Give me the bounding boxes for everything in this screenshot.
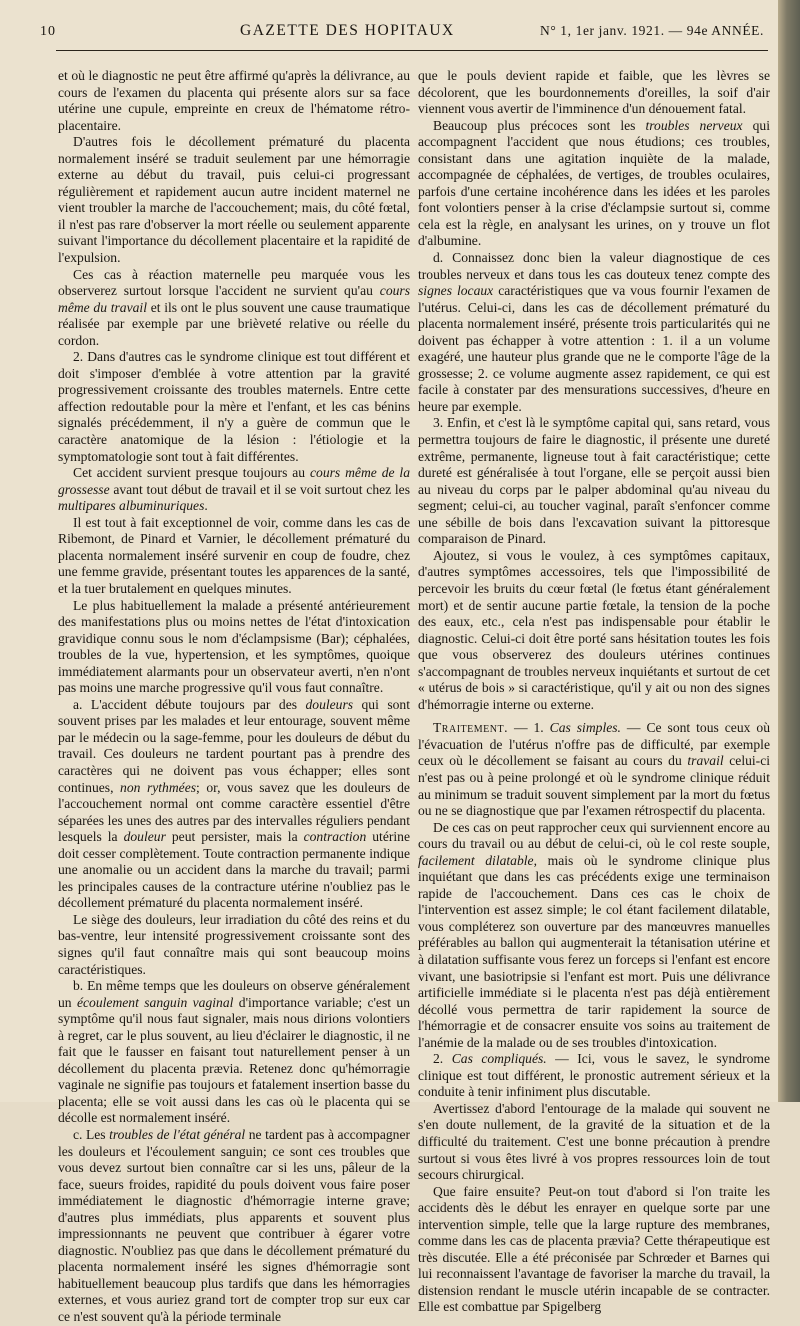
left-column [58,68,411,1325]
paragraph: d. Connaissez donc bien la valeur diagnostique de ces troubles nerveux et dans tous les cas douteux tenez compte des signes locaux caractéristiques que va vous fournir l'examen de l'utérus. Celui-ci, dans les cas de décollement prématuré du placenta normalement inséré, présente trois particularités qui ne doivent pas échapper à votre attention : 1. il a un volume exagéré, une hauteur plus grande que ne le comporte l'âge de la grossesse; 2. ce volume augmente assez rapidement, ce qui est facile à constater par des mensurations successives, d'heure en heure par exemple. [418,250,770,414]
header-rule [56,50,768,51]
issue-info: N° 1, 1er janv. 1921. — 94e ANNÉE. [539,23,764,38]
paragraph: Cet accident survient presque toujours au cours même de la grossesse avant tout début de travail et il se voit surtout chez les multipares albuminuriques. [58,465,410,514]
page-header [40,22,772,44]
paragraph: Le siège des douleurs, leur irradiation du côté des reins et du bas-ventre, leur intensité progressivement croissante sont des signes qu'il faut connaître mais qui sont beaucoup moins caractéristiques. [58,911,410,977]
paragraph: Avertissez d'abord l'entourage de la malade qui souvent ne s'en doute nullement, de la gravité de la situation et de la difficulté du traitement. C'est une bonne précaution à prendre surtout si vous êtes livré à vos propres ressources loin de tout secours chirurgical. [418,1100,770,1183]
paragraph: Ajoutez, si vous le voulez, à ces symptômes capitaux, d'autres symptômes accessoires, tels que l'impossibilité de percevoir les bruits du cœur fœtal (le fœtus étant généralement mort) et de sentir aucune partie fœtale, la tension de la poche des eaux, etc., cela n'est pas indispensable pour établir le diagnostic. Celui-ci doit être porté sans hésitation toutes les fois que vous observerez des douleurs utérines continues s'accompagnant de troubles nerveux inquiétants et surtout de cet « utérus de bois » si caractéristique, qu'il y ait ou non des signes d'hémorragie interne ou externe. [418,547,770,712]
paragraph: b. En même temps que les douleurs on observe généralement un écoulement sanguin vaginal d'importance variable; c'est un symptôme qu'il nous faut signaler, mais nous dirions volontiers à regret, car le plus souvent, au lieu d'éclairer le diagnostic, il ne fait que le fausser en faisant tout naturellement penser à un décollement du placenta prævia. Retenez donc qu'hémorragie vaginale ne signifie pas toujours et fatalement insertion basse du placenta; elle se voit aussi dans les cas où le placenta qui se décolle est normalement inséré. [58,978,410,1126]
paragraph: Beaucoup plus précoces sont les troubles nerveux qui accompagnent l'accident que nous étudions; ces troubles, consistant dans une agitation inquiète de la malade, accompagnée de céphalées, de vertiges, de troubles oculaires, parfois d'une certaine incohérence dans les idées et les paroles font volontiers penser à la crise d'éclampsie surtout si, comme cela est la règle, en analysant les urines, on y trouve un flot d'albumine. [418,117,770,249]
paragraph: c. Les troubles de l'état général ne tardent pas à accompagner les douleurs et l'écoulement sanguin; ce sont ces troubles que vous devez surtout bien connaître car si les uns, pâleur de la face, sueurs froides, rapidité du pouls doivent vous faire poser immédiatement le diagnostic d'hémorragie interne grave; d'autres plus immédiats, plus apparents et souvent plus impressionnants ne peuvent que contribuer à égarer votre diagnostic. N'oubliez pas que dans le décollement prématuré du placenta normalement inséré les signes d'hémorragie sont habituellement beaucoup plus tardifs que dans les hémorragies externes, et vous auriez grand tort de compter trop sur eux car ce n'est souvent qu'à la période terminale [58,1127,411,1325]
paragraph: 2. Cas compliqués. — Ici, vous le savez, le syndrome clinique est tout différent, le pronostic autrement sérieux et la conduite à tenir infiniment plus discutable. [418,1051,770,1100]
paragraph: Que faire ensuite? Peut-on tout d'abord si l'on traite les accidents dès le début les enrayer en quelque sorte par une intervention simple, telle que la large rupture des membranes, comme dans les cas de placenta prævia? Cette thérapeutique est très discutée. Elle a été préconisée par Schrœder et Barnes qui lui reconnaissent l'avantage de favoriser la marche du travail, la distension rendant le muscle utérin incapable de se contracter. Elle est combattue par Spigelberg [418,1183,770,1315]
page-number: 10 [40,24,56,39]
paragraph: Le plus habituellement la malade a présenté antérieurement des manifestations plus ou moins nettes de l'état d'intoxication gravidique connu sous le nom d'éclampsisme (Bar); céphalées, troubles de la vue, hypertension, et les symptômes, quoique immédiatement alarmants pour un observateur averti, n'en n'ont pas moins une marche progressive qu'il vous faut connaître. [58,597,410,696]
paragraph: que le pouls devient rapide et faible, que les lèvres se décolorent, que les bourdonnements d'oreilles, la soif d'air viennent vous avertir de l'imminence d'un dénouement fatal. [418,68,770,117]
scan-edge [778,0,800,1102]
paragraph: Ces cas à réaction maternelle peu marquée vous les observerez surtout lorsque l'accident ne survient qu'au cours même du travail et ils ont le plus souvent une cause traumatique réalisée par exemple par une brièveté relative ou réelle du cordon. [58,266,410,348]
section-treatment: Traitement. — 1. Cas simples. — Ce sont tous ceux où l'évacuation de l'utérus n'offre pas de difficulté, par exemple ceux où le décollement se faisant au cours du travail celui-ci n'est pas ou à peine prolongé et où le syndrome clinique réduit au minimum se traduit souvent simplement par la mort du fœtus ou ne se diagnostique que par l'examen rétrospectif du placenta. [418,720,771,819]
right-column [418,68,771,1315]
paragraph: 2. Dans d'autres cas le syndrome clinique est tout différent et doit s'imposer d'emblée à votre attention par la gravité progressivement croissante des troubles maternels. Entre cette affection redoutable pour la mère et l'enfant, et les cas bénins signalés précédemment, il n'y a guère de commun que le caractère anatomique de la lésion : l'étiologie et la symptomatologie sont tout à fait différentes. [58,349,410,464]
paragraph: et où le diagnostic ne peut être affirmé qu'après la délivrance, au cours de l'examen du placenta qui présente alors sur sa face utérine une cupule, empreinte en creux de l'hématome rétro-placentaire. [58,68,410,133]
paragraph: De ces cas on peut rapprocher ceux qui surviennent encore au cours du travail ou au début de celui-ci, où le col reste souple, facilement dilatable, mais où le syndrome clinique plus inquiétant que dans les cas précédents exige une terminaison rapide de l'accouchement. Dans ces cas le choix de l'intervention est assez simple; le col étant facilement dilatable, vous compléterez son ouverture par des manœuvres manuelles préférables au ballon qui augmenterait la tétanisation utérine et à dilatation suffisante vous ferez un forceps si l'enfant est encore vivant, une basiotripsie si l'enfant est mort. Puis une délivrance artificielle immédiate si le placenta n'est pas déjà entièrement décollé vous permettra de tarir rapidement la source de l'hémorragie et de consacrer ensuite vos soins au traitement de l'anémie de la malade ou de ses troubles d'intoxication. [418,819,770,1050]
paragraph: 3. Enfin, et c'est là le symptôme capital qui, sans retard, vous permettra toujours de faire le diagnostic, il présente une dureté extrême, permanente, ligneuse tout à fait caractéristique; cette dureté est généralisée à tout l'organe, elle se perçoit aussi bien au niveau du corps par le palper abdominal qu'au niveau du segment; celui-ci, au toucher vaginal, paraît s'enfoncer comme une sébille de bois dans l'excavation suivant la pittoresque comparaison de Pinard. [418,415,770,547]
paragraph: Il est tout à fait exceptionnel de voir, comme dans les cas de Ribemont, de Pinard et Varnier, le décollement prématuré du placenta normalement inséré survenir en coup de foudre, chez une femme gravide, présentant toutes les apparences de la santé, et la tuer brutalement en quelques minutes. [58,514,410,596]
paragraph: D'autres fois le décollement prématuré du placenta normalement inséré se traduit seulement par une hémorragie externe au début du travail, puis celui-ci progressant régulièrement et rapidement aucun autre incident maternel ne vient troubler la marche de l'accouchement; mais, du côté fœtal, il n'est pas rare d'observer la mort réelle ou seulement apparente suivant l'importance du décollement placentaire et la rapidité de l'expulsion. [58,134,410,266]
section-heading: Traitement. [433,720,508,736]
journal-title: GAZETTE DES HOPITAUX [240,22,455,39]
paragraph: a. L'accident débute toujours par des douleurs qui sont souvent prises par les malades et leur entourage, souvent même par le médecin ou la sage-femme, pour les douleurs de début du travail. Ces douleurs ne tardent pourtant pas à prendre des caractères qui ne doivent pas vous échapper; elles sont continues, non rythmées; or, vous savez que les douleurs de l'accouchement normal ont comme caractère essentiel d'être séparées les unes des autres par des intervalles réguliers pendant lesquels la douleur peut persister, mais la contraction utérine doit cesser complètement. Toute contraction permanente indique une anomalie ou un accident dans la marche du travail; parmi les principales causes de la contracture utérine n'oubliez pas le décollement prématuré du placenta normalement inséré. [58,696,411,911]
